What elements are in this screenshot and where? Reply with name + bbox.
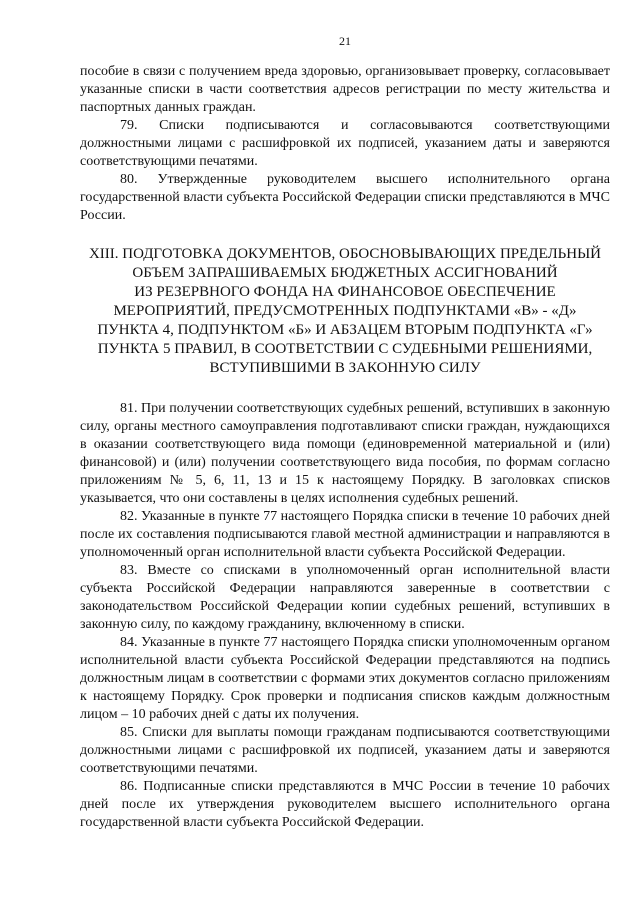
paragraph-86: 86. Подписанные списки представляются в МЧС России в течение 10 рабочих дней после их утверждения руководителем высшего исполнительного органа государственной власти субъекта Российской Федерации. (80, 779, 610, 830)
section-heading-line: ПУНКТА 5 ПРАВИЛ, В СООТВЕТСТВИИ С СУДЕБНЫМИ РЕШЕНИЯМИ, (97, 341, 593, 357)
page-number: 21 (339, 34, 351, 48)
section-heading-line: ИЗ РЕЗЕРВНОГО ФОНДА НА ФИНАНСОВОЕ ОБЕСПЕЧЕНИЕ (134, 284, 556, 300)
paragraph-80: 80. Утвержденные руководителем высшего исполнительного органа государственной власти субъекта Российской Федерации списки представляются в МЧС России. (80, 172, 610, 223)
section-heading-line: МЕРОПРИЯТИЙ, ПРЕДУСМОТРЕННЫХ ПОДПУНКТАМИ «В» - «Д» (113, 303, 577, 319)
section-heading-line: ПУНКТА 4, ПОДПУНКТОМ «Б» И АБЗАЦЕМ ВТОРЫМ ПОДПУНКТА «Г» (97, 322, 593, 338)
section-heading-line: XIII. ПОДГОТОВКА ДОКУМЕНТОВ, ОБОСНОВЫВАЮЩИХ ПРЕДЕЛЬНЫЙ (88, 246, 602, 262)
paragraph-85: 85. Списки для выплаты помощи гражданам подписываются соответствующими должностными лицами с расшифровкой их подписей, указанием даты и заверяются соответствующими печатями. (80, 725, 610, 776)
section-heading-line: ВСТУПИВШИМИ В ЗАКОННУЮ СИЛУ (209, 360, 481, 376)
paragraph-84: 84. Указанные в пункте 77 настоящего Порядка списки уполномоченным органом исполнительной власти субъекта Российской Федерации представляются на подпись должностным лицам в соответствии с формами этих документов согласно приложениям к настоящему Порядку. Срок проверки и подписания списков каждым должностным лицом – 10 рабочих дней с даты их получения. (80, 635, 610, 722)
section-heading (80, 245, 610, 378)
paragraph-continuation: пособие в связи с получением вреда здоровью, организовывает проверку, согласовывает указанные списки в части соответствия адресов регистрации по месту жительства и паспортных данных граждан. (80, 64, 610, 115)
paragraph-79: 79. Списки подписываются и согласовываются соответствующими должностными лицами с расшифровкой их подписей, указанием даты и заверяются соответствующими печатями. (80, 118, 610, 169)
paragraph-83: 83. Вместе со списками в уполномоченный орган исполнительной власти субъекта Российской Федерации направляются заверенные в соответствии с законодательством Российской Федерации копии судебных решений, вступивших в законную силу, по каждому гражданину, включенному в списки. (80, 563, 610, 632)
section-heading-line: ОБЪЕМ ЗАПРАШИВАЕМЫХ БЮДЖЕТНЫХ АССИГНОВАНИЙ (132, 265, 558, 281)
paragraph-81: 81. При получении соответствующих судебных решений, вступивших в законную силу, органы местного самоуправления подготавливают списки граждан, нуждающихся в оказании соответствующего вида помощи (единовременной материальной и (или) финансовой) и (или) получении соответствующего вида пособия, по формам согласно приложениям № 5, 6, 11, 13 и 15 к настоящему Порядку. В заголовках списков указывается, что они составлены в целях исполнения судебных решений. (80, 401, 610, 506)
document-body (80, 63, 610, 832)
paragraph-82: 82. Указанные в пункте 77 настоящего Порядка списки в течение 10 рабочих дней после их составления подписываются главой местной администрации и направляются в уполномоченный орган исполнительной власти субъекта Российской Федерации. (80, 509, 610, 560)
